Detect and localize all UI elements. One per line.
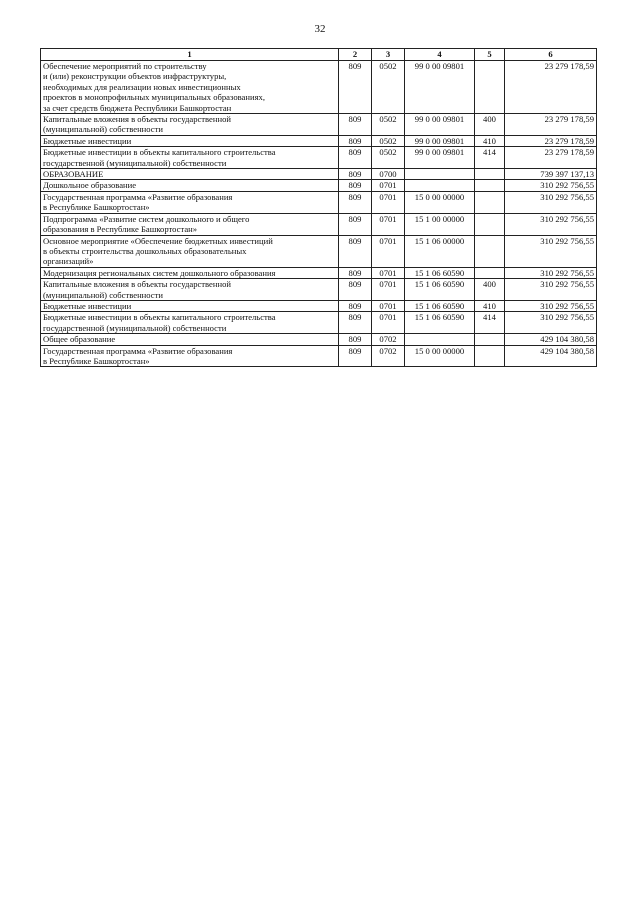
table-row xyxy=(41,114,597,136)
row-section-cell: 0701 xyxy=(372,191,405,213)
row-section-cell: 0701 xyxy=(372,213,405,235)
row-amount-cell: 739 397 137,13 xyxy=(505,169,597,180)
row-section-cell: 0701 xyxy=(372,235,405,267)
row-name-cell: Основное мероприятие «Обеспечение бюджетных инвестиций в объекты строительства дошкольных образовательных организаций» xyxy=(41,235,339,267)
row-section-cell: 0701 xyxy=(372,267,405,278)
row-target-article-cell xyxy=(405,169,475,180)
row-amount-cell: 23 279 178,59 xyxy=(505,147,597,169)
row-section-cell: 0701 xyxy=(372,279,405,301)
row-department-cell: 809 xyxy=(339,169,372,180)
row-amount-cell: 310 292 756,55 xyxy=(505,267,597,278)
row-amount-cell: 310 292 756,55 xyxy=(505,300,597,311)
row-department-cell: 809 xyxy=(339,191,372,213)
page-number: 32 xyxy=(314,23,326,35)
table-row xyxy=(41,191,597,213)
row-name-cell: Дошкольное образование xyxy=(41,180,339,191)
table-row xyxy=(41,279,597,301)
row-expense-type-cell xyxy=(475,61,505,114)
row-department-cell: 809 xyxy=(339,267,372,278)
table-header-row xyxy=(41,49,597,61)
row-name-cell: Государственная программа «Развитие образования в Республике Башкортостан» xyxy=(41,191,339,213)
table-row xyxy=(41,213,597,235)
row-department-cell: 809 xyxy=(339,180,372,191)
row-name-cell: Капитальные вложения в объекты государственной (муниципальной) собственности xyxy=(41,279,339,301)
table-row xyxy=(41,334,597,345)
budget-table xyxy=(40,48,597,367)
row-target-article-cell: 15 0 00 00000 xyxy=(405,191,475,213)
row-section-cell: 0701 xyxy=(372,300,405,311)
row-amount-cell: 310 292 756,55 xyxy=(505,213,597,235)
row-name-cell: Подпрограмма «Развитие систем дошкольного и общего образования в Республике Башкортостан» xyxy=(41,213,339,235)
row-target-article-cell: 15 0 00 00000 xyxy=(405,345,475,367)
row-section-cell: 0502 xyxy=(372,114,405,136)
column-header-4: 4 xyxy=(405,49,475,61)
row-name-cell: Бюджетные инвестиции в объекты капитального строительства государственной (муниципальной) собственности xyxy=(41,147,339,169)
row-section-cell: 0700 xyxy=(372,169,405,180)
row-name-cell: ОБРАЗОВАНИЕ xyxy=(41,169,339,180)
row-target-article-cell: 15 1 06 00000 xyxy=(405,235,475,267)
row-target-article-cell: 15 1 06 60590 xyxy=(405,312,475,334)
row-department-cell: 809 xyxy=(339,300,372,311)
row-department-cell: 809 xyxy=(339,147,372,169)
row-expense-type-cell xyxy=(475,180,505,191)
row-name-cell: Бюджетные инвестиции в объекты капитального строительства государственной (муниципальной) собственности xyxy=(41,312,339,334)
row-target-article-cell: 99 0 00 09801 xyxy=(405,147,475,169)
row-target-article-cell: 15 1 00 00000 xyxy=(405,213,475,235)
row-target-article-cell xyxy=(405,180,475,191)
row-expense-type-cell: 400 xyxy=(475,279,505,301)
row-department-cell: 809 xyxy=(339,61,372,114)
row-department-cell: 809 xyxy=(339,345,372,367)
row-name-cell: Обеспечение мероприятий по строительству и (или) реконструкции объектов инфраструктуры, необходимых для реализации новых инвестиционных проектов в монопрофильных муниципальных образованиях, за счет средств бюджета Республики Башкортостан xyxy=(41,61,339,114)
row-name-cell: Государственная программа «Развитие образования в Республике Башкортостан» xyxy=(41,345,339,367)
row-department-cell: 809 xyxy=(339,235,372,267)
row-department-cell: 809 xyxy=(339,334,372,345)
table-row xyxy=(41,312,597,334)
row-target-article-cell: 15 1 06 60590 xyxy=(405,300,475,311)
row-expense-type-cell: 410 xyxy=(475,135,505,146)
row-department-cell: 809 xyxy=(339,135,372,146)
table-row xyxy=(41,147,597,169)
row-expense-type-cell xyxy=(475,267,505,278)
table-row xyxy=(41,61,597,114)
row-amount-cell: 23 279 178,59 xyxy=(505,135,597,146)
row-expense-type-cell xyxy=(475,235,505,267)
column-header-6: 6 xyxy=(505,49,597,61)
table-row xyxy=(41,235,597,267)
row-target-article-cell: 99 0 00 09801 xyxy=(405,61,475,114)
row-department-cell: 809 xyxy=(339,312,372,334)
table-row xyxy=(41,267,597,278)
row-name-cell: Общее образование xyxy=(41,334,339,345)
row-target-article-cell xyxy=(405,334,475,345)
row-department-cell: 809 xyxy=(339,279,372,301)
row-expense-type-cell xyxy=(475,169,505,180)
row-target-article-cell: 99 0 00 09801 xyxy=(405,135,475,146)
row-department-cell: 809 xyxy=(339,114,372,136)
row-section-cell: 0502 xyxy=(372,147,405,169)
row-target-article-cell: 15 1 06 60590 xyxy=(405,267,475,278)
table-header xyxy=(41,49,597,61)
row-name-cell: Модернизация региональных систем дошкольного образования xyxy=(41,267,339,278)
row-amount-cell: 310 292 756,55 xyxy=(505,180,597,191)
row-amount-cell: 23 279 178,59 xyxy=(505,61,597,114)
column-header-1: 1 xyxy=(41,49,339,61)
row-section-cell: 0702 xyxy=(372,345,405,367)
column-header-2: 2 xyxy=(339,49,372,61)
row-expense-type-cell: 400 xyxy=(475,114,505,136)
row-target-article-cell: 15 1 06 60590 xyxy=(405,279,475,301)
row-amount-cell: 310 292 756,55 xyxy=(505,279,597,301)
table-row xyxy=(41,169,597,180)
row-expense-type-cell xyxy=(475,345,505,367)
row-department-cell: 809 xyxy=(339,213,372,235)
row-name-cell: Бюджетные инвестиции xyxy=(41,135,339,146)
row-expense-type-cell xyxy=(475,191,505,213)
row-amount-cell: 310 292 756,55 xyxy=(505,191,597,213)
row-expense-type-cell: 414 xyxy=(475,312,505,334)
row-target-article-cell: 99 0 00 09801 xyxy=(405,114,475,136)
row-name-cell: Бюджетные инвестиции xyxy=(41,300,339,311)
row-expense-type-cell: 414 xyxy=(475,147,505,169)
row-expense-type-cell xyxy=(475,213,505,235)
table-row xyxy=(41,180,597,191)
row-amount-cell: 310 292 756,55 xyxy=(505,312,597,334)
row-expense-type-cell xyxy=(475,334,505,345)
row-expense-type-cell: 410 xyxy=(475,300,505,311)
row-section-cell: 0701 xyxy=(372,180,405,191)
row-name-cell: Капитальные вложения в объекты государственной (муниципальной) собственности xyxy=(41,114,339,136)
column-header-5: 5 xyxy=(475,49,505,61)
row-amount-cell: 429 104 380,58 xyxy=(505,345,597,367)
table-row xyxy=(41,300,597,311)
column-header-3: 3 xyxy=(372,49,405,61)
table-row xyxy=(41,135,597,146)
row-section-cell: 0701 xyxy=(372,312,405,334)
row-amount-cell: 23 279 178,59 xyxy=(505,114,597,136)
row-amount-cell: 429 104 380,58 xyxy=(505,334,597,345)
row-amount-cell: 310 292 756,55 xyxy=(505,235,597,267)
table-row xyxy=(41,345,597,367)
row-section-cell: 0502 xyxy=(372,135,405,146)
table-body xyxy=(41,61,597,367)
row-section-cell: 0502 xyxy=(372,61,405,114)
row-section-cell: 0702 xyxy=(372,334,405,345)
